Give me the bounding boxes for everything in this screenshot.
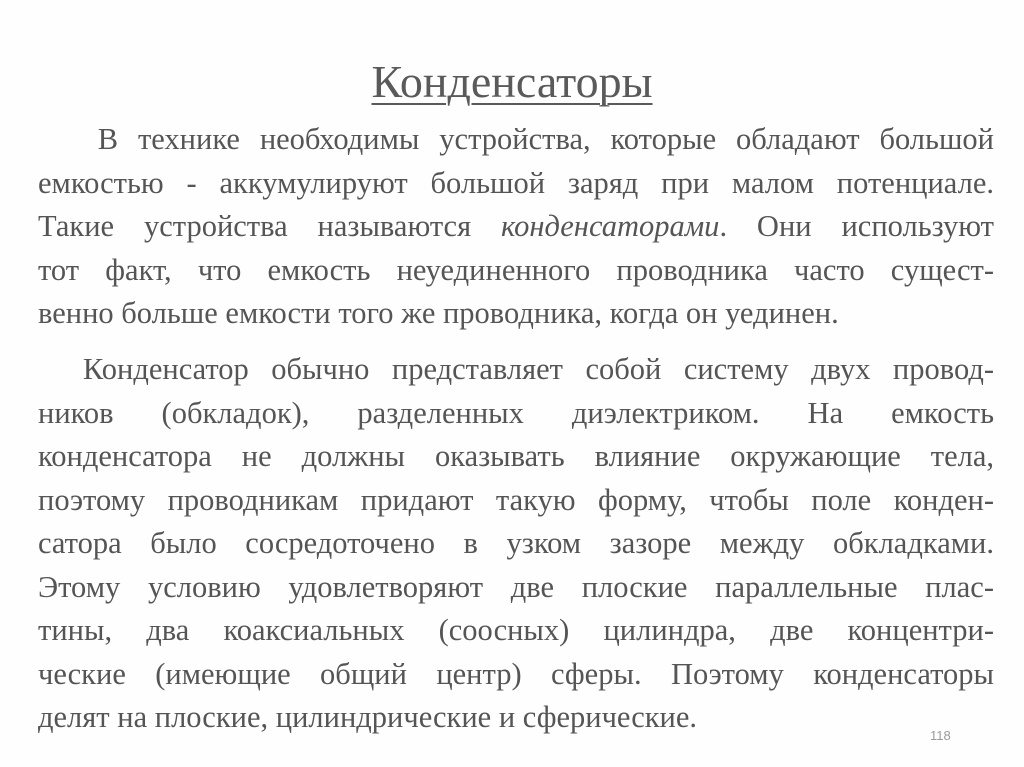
paragraph-1-line-3-end: . Они используют [719, 209, 994, 243]
paragraph-2-line-1: Конденсатор обычно представляет собой систему двух провод- [38, 352, 994, 386]
paragraph-1-line-3 [38, 205, 994, 249]
paragraph-2-line-5: сатора было сосредоточено в узком зазоре между обкладками. [38, 526, 994, 560]
paragraph-2-line-2: ников (обкладок), разделенных диэлектриком. На емкость [38, 395, 994, 430]
paragraph-1-line-2: емкостью - аккумулируют большой заряд при малом потенциале. [38, 165, 994, 200]
paragraph-1-line-3-start: Такие устройства называются [38, 209, 501, 243]
paragraph-2-line-8: ческие (имеющие общий центр) сферы. Поэтому конденсаторы [38, 656, 994, 691]
term-capacitors: конденсаторами [500, 209, 720, 243]
paragraph-2 [38, 348, 994, 740]
slide-title [0, 52, 1024, 112]
paragraph-1-line-4: тот факт, что емкость неуединенного проводника часто сущест- [38, 252, 994, 287]
paragraph-2-line-4: поэтому проводникам придают такую форму, чтобы поле конден- [38, 482, 994, 517]
paragraph-1-line-5: венно больше емкости того же проводника, когда он уединен. [38, 296, 839, 330]
paragraph-1 [38, 118, 994, 336]
slide-title-text: Конденсаторы [371, 56, 653, 107]
paragraph-1-line-1: В технике необходимы устройства, которые обладают большой [38, 122, 994, 156]
paragraph-2-line-7: тины, два коаксиальных (соосных) цилиндра, две концентри- [38, 613, 994, 647]
page-number: 118 [930, 728, 951, 743]
paragraph-2-line-3: конденсатора не должны оказывать влияние окружающие тела, [38, 439, 994, 473]
paragraph-2-line-9: делят на плоские, цилиндрические и сферические. [38, 700, 698, 734]
paragraph-2-line-6: Этому условию удовлетворяют две плоские параллельные плас- [38, 569, 994, 604]
